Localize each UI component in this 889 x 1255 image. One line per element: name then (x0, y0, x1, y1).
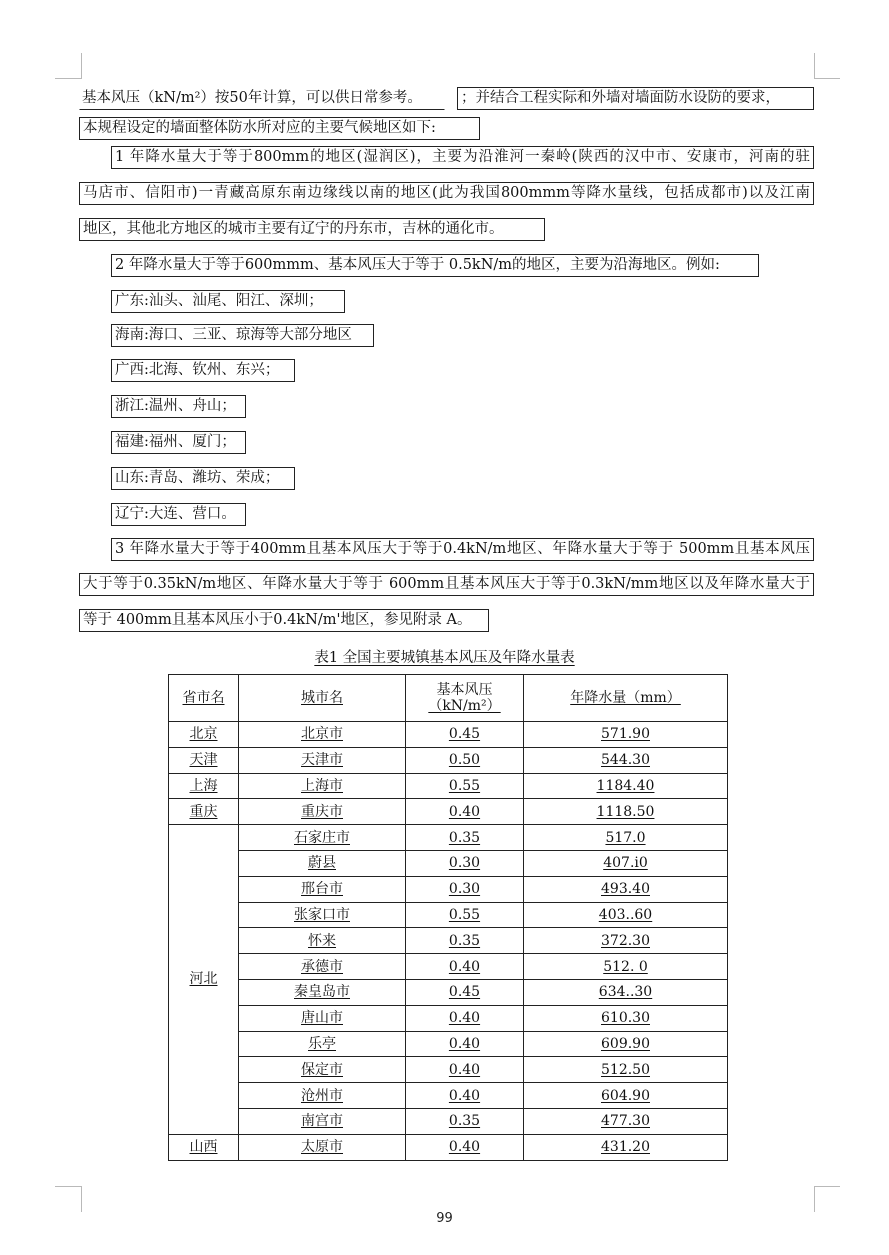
wind-cell: 0.40 (406, 1083, 524, 1109)
wind-cell: 0.40 (406, 799, 524, 825)
header-rainfall: 年降水量（mm） (524, 675, 728, 722)
city-cell: 承德市 (239, 954, 406, 980)
table-row (169, 1108, 728, 1134)
text-line: 基本风压（kN/m²）按50年计算，可以供日常参考。 (79, 87, 445, 110)
wind-cell: 0.40 (406, 1057, 524, 1083)
table-row (169, 902, 728, 928)
rain-cell: 604.90 (524, 1083, 728, 1109)
wind-cell: 0.45 (406, 722, 524, 748)
text-line: 辽宁:大连、营口。 (111, 503, 246, 526)
text-line: 海南:海口、三亚、琼海等大部分地区 (111, 324, 374, 347)
city-cell: 唐山市 (239, 1005, 406, 1031)
table-row (169, 799, 728, 825)
rain-cell: 609.90 (524, 1031, 728, 1057)
city-cell: 张家口市 (239, 902, 406, 928)
wind-cell: 0.45 (406, 979, 524, 1005)
city-cell: 乐亭 (239, 1031, 406, 1057)
header-wind-pressure: 基本风压 （kN/m²） (406, 675, 524, 722)
table-row (169, 1083, 728, 1109)
rain-cell: 512.50 (524, 1057, 728, 1083)
text-line: 本规程设定的墙面整体防水所对应的主要气候地区如下: (79, 117, 480, 140)
data-table (168, 674, 728, 1161)
rain-cell: 1118.50 (524, 799, 728, 825)
text-line: 山东:青岛、潍坊、荣成； (111, 467, 295, 490)
table-row (169, 876, 728, 902)
wind-cell: 0.35 (406, 1108, 524, 1134)
rain-cell: 517.0 (524, 825, 728, 851)
city-cell: 上海市 (239, 773, 406, 799)
city-cell: 重庆市 (239, 799, 406, 825)
wind-cell: 0.55 (406, 902, 524, 928)
table-row (169, 979, 728, 1005)
text-line: 福建:福州、厦门； (111, 431, 246, 454)
wind-cell: 0.40 (406, 954, 524, 980)
rain-cell: 1184.40 (524, 773, 728, 799)
province-cell: 北京 (169, 722, 239, 748)
text-line: 大于等于0.35kN/m地区、年降水量大于等于 600mm且基本风压大于等于0.3kN/mm地区以及年降水量大于 (79, 573, 814, 596)
province-cell: 上海 (169, 773, 239, 799)
rain-cell: 512. 0 (524, 954, 728, 980)
wind-cell: 0.40 (406, 1031, 524, 1057)
city-cell: 保定市 (239, 1057, 406, 1083)
text-line: 1 年降水量大于等于800mm的地区(湿润区)，主要为沿淮河一秦岭(陕西的汉中市、安康市，河南的驻 (111, 146, 814, 169)
table-row (169, 722, 728, 748)
city-cell: 南宫市 (239, 1108, 406, 1134)
rain-cell: 610.30 (524, 1005, 728, 1031)
city-cell: 沧州市 (239, 1083, 406, 1109)
text-line: 马店市、信阳市)一青藏高原东南边缘线以南的地区(此为我国800mmm等降水量线，包括成都市)以及江南 (79, 182, 814, 205)
table-row (169, 1057, 728, 1083)
city-cell: 北京市 (239, 722, 406, 748)
rain-cell: 634..30 (524, 979, 728, 1005)
wind-cell: 0.30 (406, 876, 524, 902)
rain-cell: 571.90 (524, 722, 728, 748)
rain-cell: 493.40 (524, 876, 728, 902)
wind-cell: 0.30 (406, 850, 524, 876)
province-cell: 天津 (169, 747, 239, 773)
wind-cell: 0.35 (406, 825, 524, 851)
rain-cell: 544.30 (524, 747, 728, 773)
rain-cell: 372.30 (524, 928, 728, 954)
city-cell: 太原市 (239, 1134, 406, 1160)
city-cell: 石家庄市 (239, 825, 406, 851)
text-line: 等于 400mm且基本风压小于0.4kN/m'地区，参见附录 A。 (79, 609, 489, 632)
city-cell: 蔚县 (239, 850, 406, 876)
city-cell: 怀来 (239, 928, 406, 954)
text-line: 2 年降水量大于等于600mmm、基本风压大于等于 0.5kN/m的地区，主要为沿海地区。例如: (111, 254, 759, 277)
text-line: 地区，其他北方地区的城市主要有辽宁的丹东市，吉林的通化市。 (79, 218, 545, 241)
rain-cell: 403..60 (524, 902, 728, 928)
header-province: 省市名 (169, 675, 239, 722)
province-cell: 山西 (169, 1134, 239, 1160)
text-line: 广东:汕头、汕尾、阳江、深圳； (111, 290, 345, 313)
table-row (169, 928, 728, 954)
table-row (169, 825, 728, 851)
rain-cell: 477.30 (524, 1108, 728, 1134)
table-row (169, 773, 728, 799)
header-city: 城市名 (239, 675, 406, 722)
table-row (169, 747, 728, 773)
province-cell: 河北 (169, 825, 239, 1135)
rain-cell: 431.20 (524, 1134, 728, 1160)
wind-cell: 0.40 (406, 1134, 524, 1160)
table-caption: 表1 全国主要城镇基本风压及年降水量表 (314, 650, 575, 666)
page-number: 99 (436, 1211, 453, 1226)
rain-cell: 407.i0 (524, 850, 728, 876)
table-row (169, 1005, 728, 1031)
table-header-row (169, 675, 728, 722)
city-cell: 秦皇岛市 (239, 979, 406, 1005)
wind-cell: 0.50 (406, 747, 524, 773)
city-cell: 邢台市 (239, 876, 406, 902)
text-line: ；并结合工程实际和外墙对墙面防水设防的要求， (457, 87, 814, 110)
province-cell: 重庆 (169, 799, 239, 825)
wind-cell: 0.35 (406, 928, 524, 954)
table-row (169, 1134, 728, 1160)
table-row (169, 850, 728, 876)
text-line: 浙江:温州、舟山； (111, 395, 246, 418)
wind-cell: 0.40 (406, 1005, 524, 1031)
table-row (169, 954, 728, 980)
text-line: 广西:北海、钦州、东兴； (111, 359, 295, 382)
table-row (169, 1031, 728, 1057)
city-cell: 天津市 (239, 747, 406, 773)
text-line: 3 年降水量大于等于400mm且基本风压大于等于0.4kN/m地区、年降水量大于等于 500mm且基本风压 (111, 538, 814, 561)
wind-cell: 0.55 (406, 773, 524, 799)
